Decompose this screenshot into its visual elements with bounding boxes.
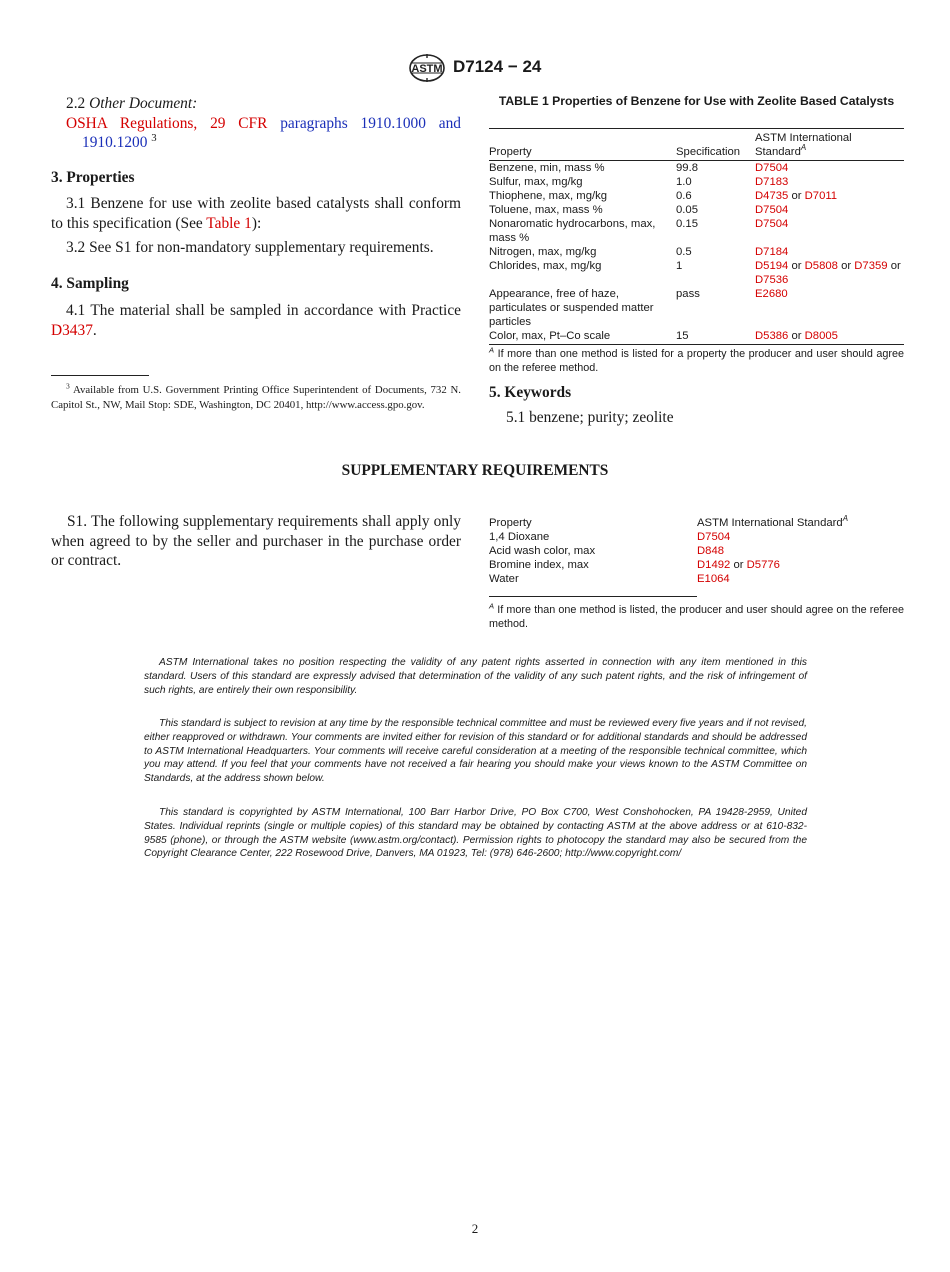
footnote-number: 3: [66, 381, 70, 391]
specification-cell: 0.15: [676, 218, 698, 230]
patent-notice: ASTM International takes no position respecting the validity of any patent rights asserted in connection with any item mentioned in this standard. Users of this standard are expressly advised that determination of the validity of any such patent rights, and the risk of infringement of such rights, are entirely their own responsibility.: [144, 657, 807, 696]
section-2-2: [51, 94, 461, 153]
table-1-link[interactable]: Table 1: [206, 214, 252, 232]
table-row: [489, 544, 904, 558]
d3437-link[interactable]: D3437: [51, 321, 93, 339]
header-specification: Specification: [676, 129, 755, 161]
property-cell: Bromine index, max: [489, 559, 589, 571]
table-row: [489, 175, 904, 189]
astm-logo-icon: [408, 54, 446, 82]
section-3-heading: 3. Properties: [51, 169, 135, 186]
table-row: [489, 189, 904, 203]
standard-cell: [697, 530, 904, 544]
property-cell: Nitrogen, max, mg/kg: [489, 246, 597, 258]
supplementary-title: SUPPLEMENTARY REQUIREMENTS: [341, 462, 609, 479]
revision-notice: This standard is subject to revision at any time by the responsible technical committee and must be reviewed every five years and if not revised, either reapproved or withdrawn. Your comments are invited either for revision of this standard or for additional standards and should be addressed to ASTM International Headquarters. Your comments will receive careful consideration at a meeting of the responsible technical committee, which you may attend. If you feel that your comments have not received a fair hearing you should make your views known to the ASTM Committee on Standards, at the address shown below.: [144, 718, 807, 785]
specification-cell: 0.5: [676, 246, 692, 258]
header-standard-text: ASTM International Standard: [697, 517, 843, 529]
footnote-mark: A: [489, 601, 495, 611]
section-title: Other Document:: [89, 95, 198, 112]
standard-link[interactable]: D7504: [755, 204, 789, 216]
table-row: [489, 558, 904, 572]
specification-cell: pass: [676, 288, 700, 300]
standard-cell: [755, 175, 904, 189]
standard-cell: [697, 558, 904, 572]
copyright-notice: This standard is copyrighted by ASTM International, 100 Barr Harbor Drive, PO Box C700, West Conshohocken, PA 19428-2959, United States. Individual reprints (single or multiple copies) of this standard may be obtained by contacting ASTM at the above address or at 610-832-9585 (phone), or through the ASTM website (www.astm.org/contact). Permission rights to photocopy the standard may also be secured from the Copyright Clearance Center, 222 Rosewood Drive, Danvers, MA 01923, Tel: (978) 646-2600; http://www.copyright.com/: [144, 807, 807, 860]
supplementary-table-footnote: [489, 601, 904, 631]
property-cell: Appearance, free of haze, particulates or suspended matter particles: [489, 288, 654, 328]
standard-cell: [697, 572, 904, 586]
section-5-heading: 5. Keywords: [489, 384, 572, 401]
footnote-text: Available from U.S. Government Printing Office Superintendent of Documents, 732 N. Capitol St., NW, Mail Stop: SDE, Washington, DC 20401, http://www.access.gpo.gov.: [51, 384, 461, 411]
section-4-heading: 4. Sampling: [51, 275, 129, 292]
standard-link[interactable]: D8005: [804, 330, 838, 342]
paragraph-1910-1200: 1910.1200: [82, 134, 148, 151]
footnote-mark: A: [489, 345, 495, 355]
table-header-row: [489, 129, 904, 161]
standard-link[interactable]: D7504: [755, 162, 789, 174]
page-header: [0, 54, 950, 84]
property-cell: Nonaromatic hydrocarbons, max, mass %: [489, 218, 656, 244]
section-4-1-text: 4.1 The material shall be sampled in accordance with Practice: [66, 302, 461, 319]
table-row: [489, 572, 904, 586]
or-text: or: [733, 559, 744, 571]
standard-link[interactable]: D5776: [746, 559, 780, 571]
standard-link[interactable]: E2680: [755, 288, 788, 300]
specification-cell: 99.8: [676, 162, 698, 174]
standard-link[interactable]: D7184: [755, 246, 789, 258]
property-cell: 1,4 Dioxane: [489, 531, 550, 543]
property-cell: Color, max, Pt–Co scale: [489, 329, 676, 345]
header-property: Property: [489, 517, 532, 529]
standard-link[interactable]: E1064: [697, 573, 730, 585]
table-row: [489, 245, 904, 259]
table-header-row: [489, 516, 904, 530]
standard-cell: [755, 259, 904, 287]
standard-link[interactable]: D7536: [755, 274, 789, 286]
standard-cell: [755, 161, 904, 176]
standard-link[interactable]: D5386: [755, 330, 789, 342]
specification-cell: 0.05: [676, 204, 698, 216]
standard-link[interactable]: D7183: [755, 176, 789, 188]
section-3-1: [51, 194, 461, 233]
standard-link[interactable]: D7504: [697, 531, 731, 543]
standard-link[interactable]: D7504: [755, 218, 789, 230]
table-row: [489, 259, 904, 287]
header-standard-text: ASTM International Standard: [755, 132, 852, 158]
footnote-divider: [51, 375, 149, 376]
header-property: Property: [489, 129, 676, 161]
standard-link[interactable]: D848: [697, 545, 725, 557]
table-1-footnote-text: If more than one method is listed for a property the producer and user should agree on the referee method.: [489, 348, 904, 374]
property-cell: Acid wash color, max: [489, 545, 596, 557]
standard-cell: [755, 329, 904, 345]
standard-link[interactable]: D7359: [854, 260, 888, 272]
specification-cell: 1.0: [676, 176, 692, 188]
standard-link[interactable]: D5808: [804, 260, 838, 272]
table-1: [489, 128, 904, 345]
footnote-3: [51, 383, 461, 413]
standard-cell: [755, 203, 904, 217]
property-cell: Benzene, min, mass %: [489, 162, 605, 174]
table-row: [489, 287, 904, 329]
specification-cell: 1: [676, 260, 683, 272]
standard-cell: [697, 544, 904, 558]
or-text: or: [791, 190, 802, 202]
table-row: [489, 530, 904, 544]
header-standard: [755, 129, 904, 161]
property-cell: Water: [489, 573, 519, 585]
standard-link[interactable]: D4735: [755, 190, 789, 202]
section-4-1: [51, 301, 461, 340]
header-standard: [697, 516, 904, 530]
table-1-title: TABLE 1 Properties of Benzene for Use with Zeolite Based Catalysts: [498, 94, 895, 108]
property-cell: Chlorides, max, mg/kg: [489, 260, 602, 272]
document-id: D7124 − 24: [453, 57, 542, 76]
section-number: 2.2: [66, 95, 86, 112]
svg-text:ASTM: ASTM: [411, 63, 443, 75]
specification-cell: 15: [676, 329, 755, 345]
standard-cell: [755, 245, 904, 259]
table-row: [489, 217, 904, 245]
page-number: 2: [471, 1221, 479, 1236]
standard-cell: [755, 217, 904, 245]
or-text: or: [890, 260, 901, 272]
standard-cell: [755, 189, 904, 203]
osha-link[interactable]: OSHA Regulations, 29 CFR: [66, 114, 268, 132]
s1-paragraph: S1. The following supplementary requirements shall apply only when agreed to by the seller and purchaser in the purchase order or contract.: [51, 513, 461, 569]
standard-link[interactable]: D1492: [697, 559, 731, 571]
property-cell: Sulfur, max, mg/kg: [489, 176, 583, 188]
section-4-1-end: .: [92, 321, 97, 339]
table-row: [489, 329, 904, 345]
header-standard-sup: A: [842, 514, 848, 524]
or-text: or: [791, 260, 802, 272]
or-text: or: [841, 260, 852, 272]
specification-cell: 0.6: [676, 190, 692, 202]
property-cell: Toluene, max, mass %: [489, 204, 603, 216]
paragraphs-text: paragraphs 1910.1000 and: [280, 114, 461, 132]
or-text: or: [791, 330, 802, 342]
supplementary-table: [489, 516, 904, 586]
standard-link[interactable]: D5194: [755, 260, 789, 272]
standard-link[interactable]: D7011: [804, 190, 838, 202]
table-1-footnote: [489, 345, 904, 375]
section-3-1-text: 3.1 Benzene for use with zeolite based catalysts shall conform to this specification (See: [51, 195, 461, 232]
supplementary-table-divider: [489, 596, 697, 597]
section-5-1: 5.1 benzene; purity; zeolite: [506, 409, 674, 426]
section-3-1-end: ):: [251, 214, 262, 232]
section-3-2: 3.2 See S1 for non-mandatory supplementary requirements.: [66, 239, 434, 256]
header-standard-sup: A: [800, 143, 807, 153]
property-cell: Thiophene, max, mg/kg: [489, 190, 608, 202]
table-row: [489, 161, 904, 176]
table-row: [489, 203, 904, 217]
footnote-ref[interactable]: 3: [151, 131, 157, 144]
standard-cell: [755, 287, 904, 329]
supplementary-footnote-text: If more than one method is listed, the producer and user should agree on the referee method.: [489, 604, 904, 630]
